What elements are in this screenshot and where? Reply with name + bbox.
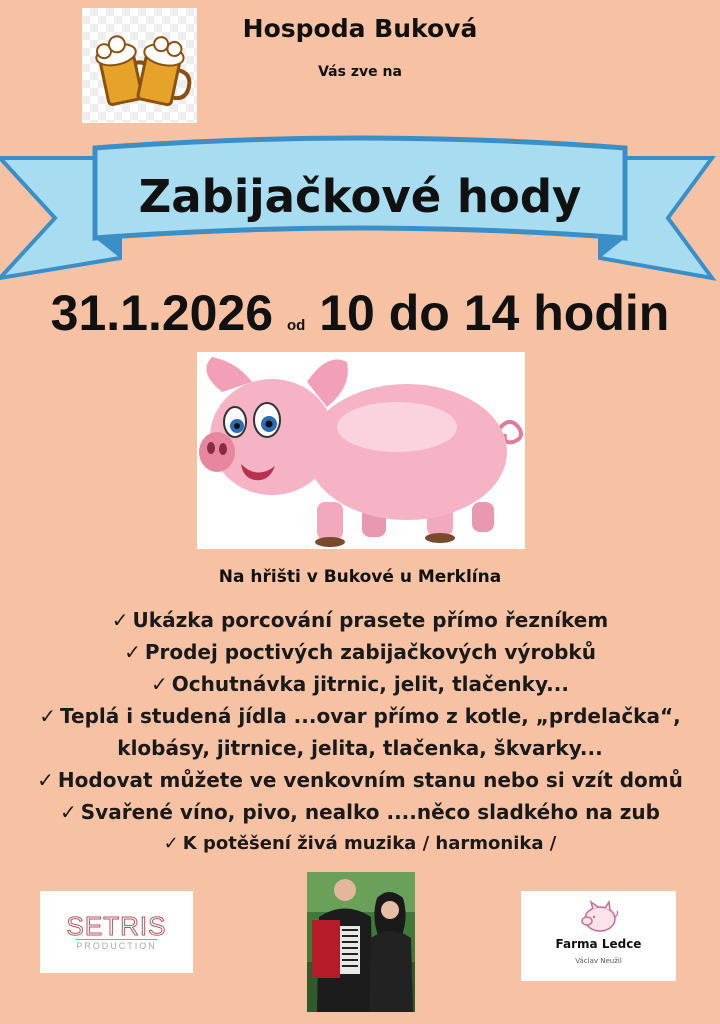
- venue-name: Hospoda Buková: [242, 14, 478, 43]
- setris-logo-main: SETRIS: [66, 911, 167, 941]
- invite-text: Vás zve na: [318, 64, 402, 80]
- check-icon: ✓: [60, 800, 77, 824]
- feature-text: Ochutnávka jitrnic, jelit, tlačenky...: [171, 672, 569, 696]
- setris-logo-sub: PRODUCTION: [76, 941, 157, 951]
- pig-illustration: [197, 352, 525, 549]
- check-icon: ✓: [37, 768, 54, 792]
- feature-text: Prodej poctivých zabijačkových výrobků: [144, 640, 596, 664]
- feature-text: Teplá i studená jídla ...ovar přímo z kotle, „prdelačka“,: [60, 704, 681, 728]
- check-icon: ✓: [151, 672, 168, 696]
- feature-text: Hodovat můžete ve venkovním stanu nebo si vzít domů: [57, 768, 683, 792]
- list-item: [0, 668, 720, 700]
- list-item: [0, 700, 720, 732]
- check-icon: ✓: [124, 640, 141, 664]
- list-item: [0, 636, 720, 668]
- event-location: Na hřišti v Bukové u Merklína: [218, 567, 502, 587]
- setris-logo: [40, 891, 193, 973]
- farm-name: Farma Ledce: [555, 937, 642, 951]
- beer-mugs-icon: [82, 8, 197, 123]
- list-item: [0, 796, 720, 828]
- accordion-player-photo: [307, 872, 415, 1012]
- feature-text: Ukázka porcování prasete přímo řezníkem: [132, 608, 609, 632]
- list-item: [0, 764, 720, 796]
- feature-text: K potěšení živá muzika / harmonika /: [182, 833, 557, 854]
- list-item: [0, 828, 720, 860]
- feature-text: Svařené víno, pivo, nealko ....něco sladkého na zub: [80, 800, 660, 824]
- beer-logo: [82, 8, 197, 123]
- farm-owner: Václav Neužil: [575, 957, 622, 965]
- feature-list: [0, 604, 720, 860]
- event-date: 31.1.2026: [50, 285, 274, 341]
- event-datetime: [0, 284, 720, 342]
- check-icon: ✓: [163, 833, 179, 854]
- feature-text: klobásy, jitrnice, jelita, tlačenka, škvarky...: [117, 736, 603, 760]
- event-title: Zabijačkové hody: [138, 170, 582, 223]
- list-item-continuation: [0, 732, 720, 764]
- from-word: od: [287, 317, 306, 334]
- event-time: 10 do 14 hodin: [319, 285, 670, 341]
- check-icon: ✓: [111, 608, 129, 632]
- farm-logo: [521, 891, 676, 981]
- musicians-photo: [307, 872, 415, 1012]
- check-icon: ✓: [39, 704, 57, 728]
- pig-icon: [197, 352, 525, 549]
- pig-outline-icon: [578, 897, 620, 935]
- list-item: [0, 604, 720, 636]
